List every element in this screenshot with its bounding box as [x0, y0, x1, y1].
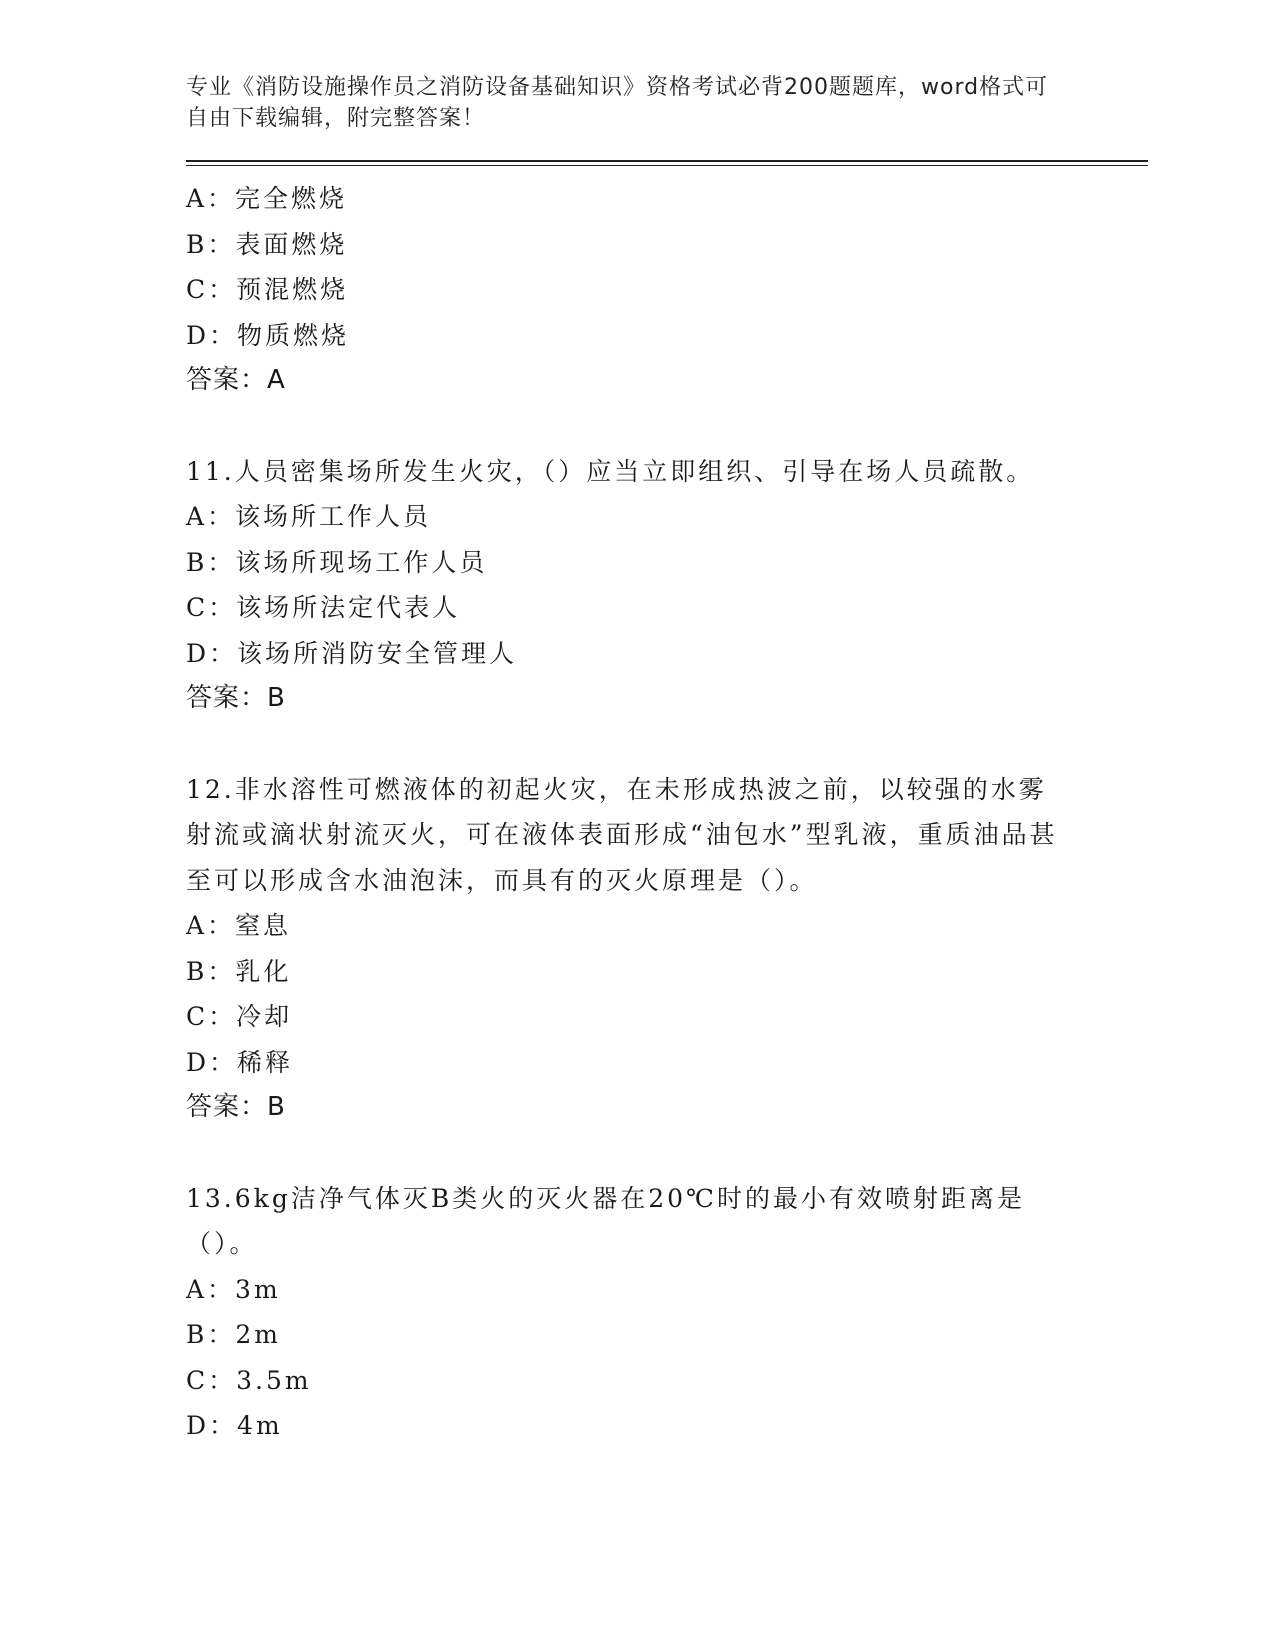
- document-page: [186, 0, 1146, 1449]
- q13-option-a: A：3m: [186, 1274, 281, 1304]
- document-header: 专业《消防设施操作员之消防设备基础知识》资格考试必背200题题库，word格式可自由下载编辑，附完整答案！: [186, 75, 1049, 131]
- q11-option-c: C：该场所法定代表人: [186, 593, 461, 622]
- q10-answer: 答案：A: [186, 365, 286, 395]
- q13-option-b: B：2m: [186, 1320, 281, 1349]
- q13-option-d: D：4m: [186, 1411, 283, 1440]
- q12-option-c: C：冷却: [186, 1002, 293, 1031]
- q12-option-a: A：窒息: [186, 911, 292, 940]
- q13-text: 13.6kg洁净气体灭B类火的灭火器在20℃时的最小有效喷射距离是（）。: [186, 1183, 1025, 1258]
- q12-option-b: B：乳化: [186, 956, 292, 986]
- q10-option-b: B：表面燃烧: [186, 229, 348, 259]
- q12-option-d: D：稀释: [186, 1047, 294, 1077]
- q11-option-d: D：该场所消防安全管理人: [186, 638, 518, 668]
- q11-answer: 答案：B: [186, 683, 286, 713]
- q12-answer: 答案：B: [186, 1092, 286, 1122]
- q13-option-c: C：3.5m: [186, 1365, 312, 1395]
- q10-option-c: C：预混燃烧: [186, 275, 349, 304]
- q10-option-d: D：物质燃烧: [186, 320, 350, 350]
- question-10-options: [186, 176, 1146, 358]
- header-divider: [186, 160, 1148, 166]
- q11-text: 11.人员密集场所发生火灾，（）应当立即组织、引导在场人员疏散。: [186, 456, 1035, 486]
- q11-option-b: B：该场所现场工作人员: [186, 547, 488, 577]
- q10-option-a: A：完全燃烧: [186, 184, 348, 213]
- q11-option-a: A：该场所工作人员: [186, 502, 432, 531]
- q12-text: 12.非水溶性可燃液体的初起火灾，在未形成热波之前，以较强的水雾射流或滴状射流灭火，可在液体表面形成“油包水”型乳液，重质油品甚至可以形成含水油泡沫，而具有的灭火原理是（）。: [186, 774, 1058, 895]
